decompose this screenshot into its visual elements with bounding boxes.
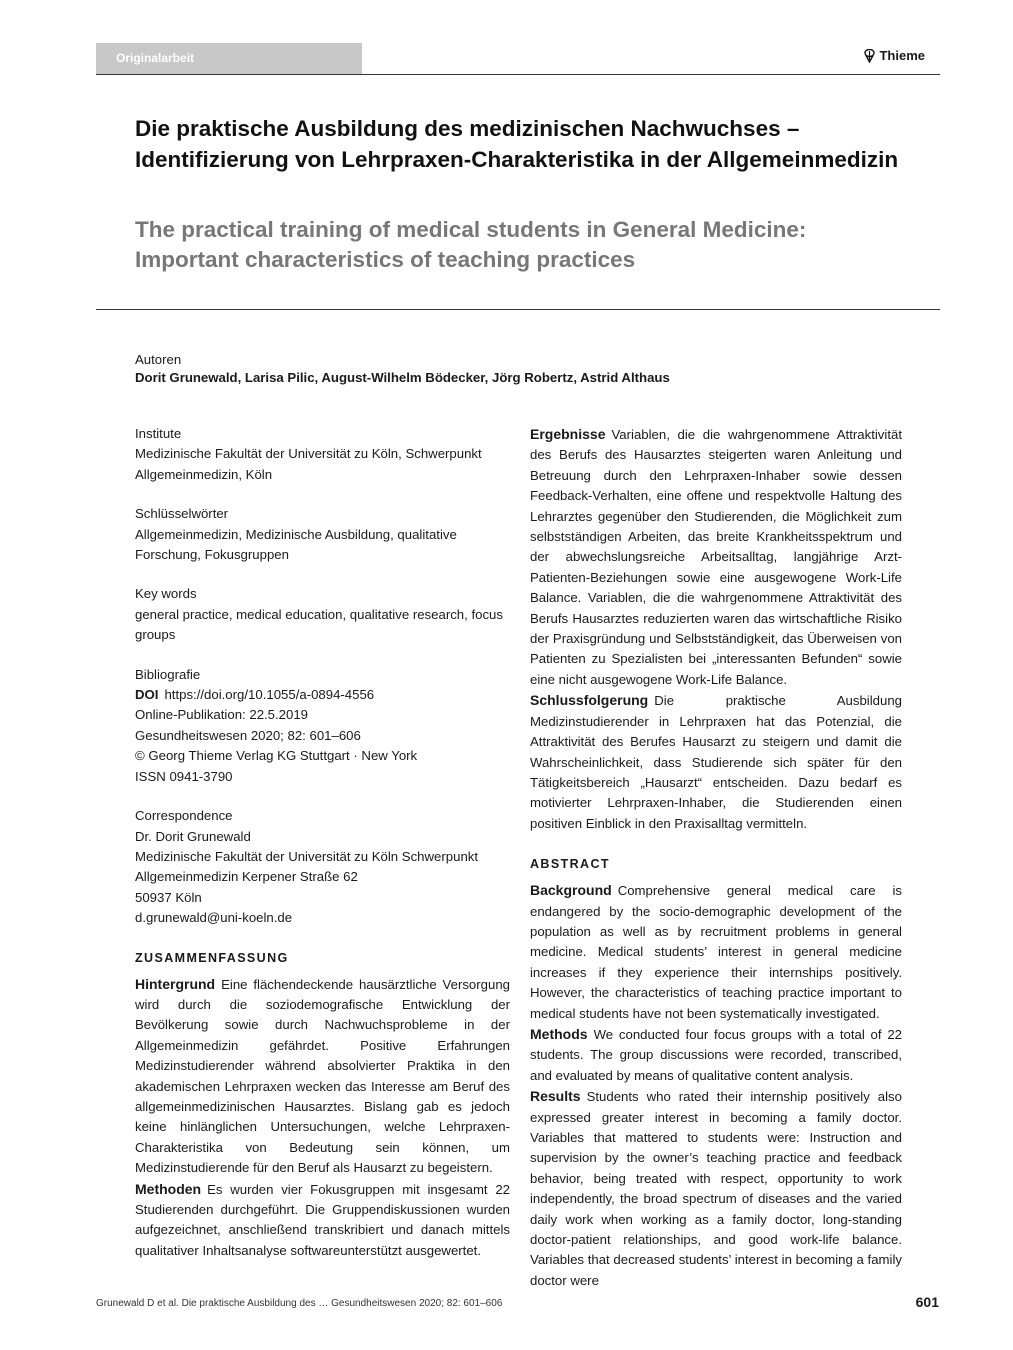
results-text: Students who rated their internship positively also expressed greater interest in becoming a family doctor. Variables that mattered to students were: Instruction and supervision by the owner’s teaching practice and feedback behavior, being treated with respect, opportunity to work independently, the broad spectrum of diseases and the varied daily work when working as a family doctor, long-standing doctor-patient relationships, and good work-life balance. Variables that decreased students’ interest in becoming a family doctor were (530, 1089, 902, 1288)
keywords-en-block (135, 584, 510, 645)
keywords-en-text: general practice, medical education, qualitative research, focus groups (135, 606, 503, 643)
publisher-logo (864, 48, 925, 63)
ergebnisse-paragraph (530, 424, 902, 690)
institute-label: Institute (135, 426, 182, 441)
correspondence-address-1: Medizinische Fakultät der Universität zu Köln Schwerpunkt (135, 848, 479, 864)
results-paragraph (530, 1086, 902, 1291)
institute-block (135, 424, 510, 485)
correspondence-label: Correspondence (135, 808, 233, 824)
article-title-english: The practical training of medical students in General Medicine: Important characteristics of teaching practices (135, 217, 807, 272)
schlussfolgerung-paragraph (530, 690, 902, 834)
schlussfolgerung-label: Schlussfolgerung (530, 692, 649, 709)
hintergrund-label: Hintergrund (135, 975, 216, 992)
background-text: Comprehensive general medical care is endangered by the socio-demographic development of the population as well as by recruitment problems in general medicine. Medical students’ interest in general medicine increases if they experience their internships positively. However, the characteristics of teaching practice important to medical students have not been systematically investigated. (530, 883, 902, 1021)
authors-list: Dorit Grunewald, Larisa Pilic, August-Wilhelm Bödecker, Jörg Robertz, Astrid Althaus (135, 370, 670, 385)
methods-paragraph (530, 1024, 902, 1086)
correspondence-name: Dr. Dorit Grunewald (135, 828, 251, 844)
online-publication: Online-Publikation: 22.5.2019 (135, 707, 309, 723)
correspondence-address-2: Allgemeinmedizin Kerpener Straße 62 (135, 869, 358, 885)
page-number: 601 (915, 1294, 939, 1310)
hintergrund-text: Eine flächendeckende hausärztliche Versorgung wird durch die soziodemografische Entwicklung der Bevölkerung sowie durch Nachwuchsprobleme in der Allgemeinmedizin gefährdet. Positive Erfahrungen Medizinstudierender während absolvierter Praktika in den akademischen Lehrpraxen wecken das Interesse am Beruf des allgemeinmedizinischen Hausarztes. Bislang gab es jedoch keine hinlänglichen Untersuchungen, welche Lehrpraxen-Charakteristika von Bedeutung sein können, um Medizinstudierende für den Beruf als Hausarzt zu begeistern. (135, 976, 510, 1176)
background-label: Background (530, 882, 612, 899)
ergebnisse-text: Variablen, die die wahrgenommene Attraktivität des Berufs des Hausarztes steigerten waren Anleitung und Betreuung durch den Lehrpraxen-Inhaber sowie dessen Feedback-Verhalten, eine offene und respektvolle Haltung des Lehrarztes gegenüber den Studierenden, die Möglichkeit zum selbstständigen Arbeiten, das breite Krankheitsspektrum und der abwechslungsreiche Arbeitsalltag, langjährige Arzt-Patienten-Beziehungen sowie eine ausgewogene Work-Life Balance. Variablen, die die wahrgenommene Attraktivität des Berufs Hausarztes reduzierten waren das wirtschaftliche Risiko der Praxisgründung und Selbstständigkeit, das Überweisen von Patienten zu Spezialisten bei „interessanten Befunden“ sowie eine nicht ausgewogene Work-Life Balance. (530, 427, 902, 687)
issn: ISSN 0941-3790 (135, 768, 233, 784)
keywords-en-label: Key words (135, 586, 197, 602)
keywords-de-block (135, 504, 510, 565)
section-tag: Originalarbeit (96, 43, 362, 74)
results-label: Results (530, 1088, 581, 1105)
article-title-german: Die praktische Ausbildung des medizinischen Nachwuchses – Identifizierung von Lehrpraxen-Charakteristika in der Allgemeinmedizin (135, 116, 899, 172)
institute-text: Medizinische Fakultät der Universität zu Köln, Schwerpunkt Allgemeinmedizin, Köln (135, 446, 482, 482)
footer-citation: Grunewald D et al. Die praktische Ausbildung des … Gesundheitswesen 2020; 82: 601–606 (96, 1298, 503, 1309)
authors-label: Autoren (135, 352, 182, 367)
methoden-paragraph (135, 1179, 510, 1262)
methods-text: We conducted four focus groups with a total of 22 students. The group discussions were recorded, transcribed, and evaluated by means of qualitative content analysis. (530, 1026, 902, 1083)
schlussfolgerung-text: Die praktische Ausbildung Medizinstudierender in Lehrpraxen hat das Potenzial, die Attraktivität des Berufes Hausarzt zu steigern und damit die Wahrscheinlichkeit, dass Studierende sich später für den Tätigkeitsbereich „Hausarzt“ entscheiden. Dazu bedarf es motivierter Lehrpraxen-Inhaber, die Studierenden einen positiven Einblick in den Praxisalltag vermitteln. (530, 693, 902, 831)
methoden-label: Methoden (135, 1180, 202, 1197)
keywords-de-text: Allgemeinmedizin, Medizinische Ausbildung, qualitative Forschung, Fokusgruppen (135, 526, 457, 563)
abstract-heading: ABSTRACT (530, 857, 610, 872)
journal-citation: Gesundheitswesen 2020; 82: 601–606 (135, 727, 361, 743)
hintergrund-paragraph (135, 974, 510, 1179)
right-column (530, 424, 902, 1291)
ergebnisse-label: Ergebnisse (530, 426, 606, 442)
doi-line (135, 685, 510, 705)
copyright: © Georg Thieme Verlag KG Stuttgart · New York (135, 748, 418, 764)
methods-label: Methods (530, 1025, 588, 1042)
publisher-name: Thieme (879, 48, 925, 63)
correspondence-city: 50937 Köln (135, 889, 202, 905)
doi-link[interactable]: https://doi.org/10.1055/a-0894-4556 (164, 687, 375, 703)
header-rule (96, 74, 940, 75)
doi-label: DOI (135, 687, 159, 703)
correspondence-email[interactable]: d.grunewald@uni-koeln.de (135, 910, 293, 926)
zusammenfassung-heading: ZUSAMMENFASSUNG (135, 950, 289, 965)
background-paragraph (530, 880, 902, 1024)
bibliography-block (135, 665, 510, 787)
correspondence-block (135, 806, 510, 928)
thieme-logo-icon (864, 49, 875, 63)
keywords-de-label: Schlüsselwörter (135, 506, 229, 522)
bibliography-label: Bibliografie (135, 666, 201, 682)
methoden-text: Es wurden vier Fokusgruppen mit insgesamt 22 Studierenden durchgeführt. Die Gruppendiskussionen wurden aufgezeichnet, anschließend transkribiert und danach mittels qualitativer Inhaltsanalyse softwareunterstützt ausgewertet. (135, 1181, 510, 1258)
left-column (135, 424, 510, 1261)
title-rule (96, 309, 940, 310)
